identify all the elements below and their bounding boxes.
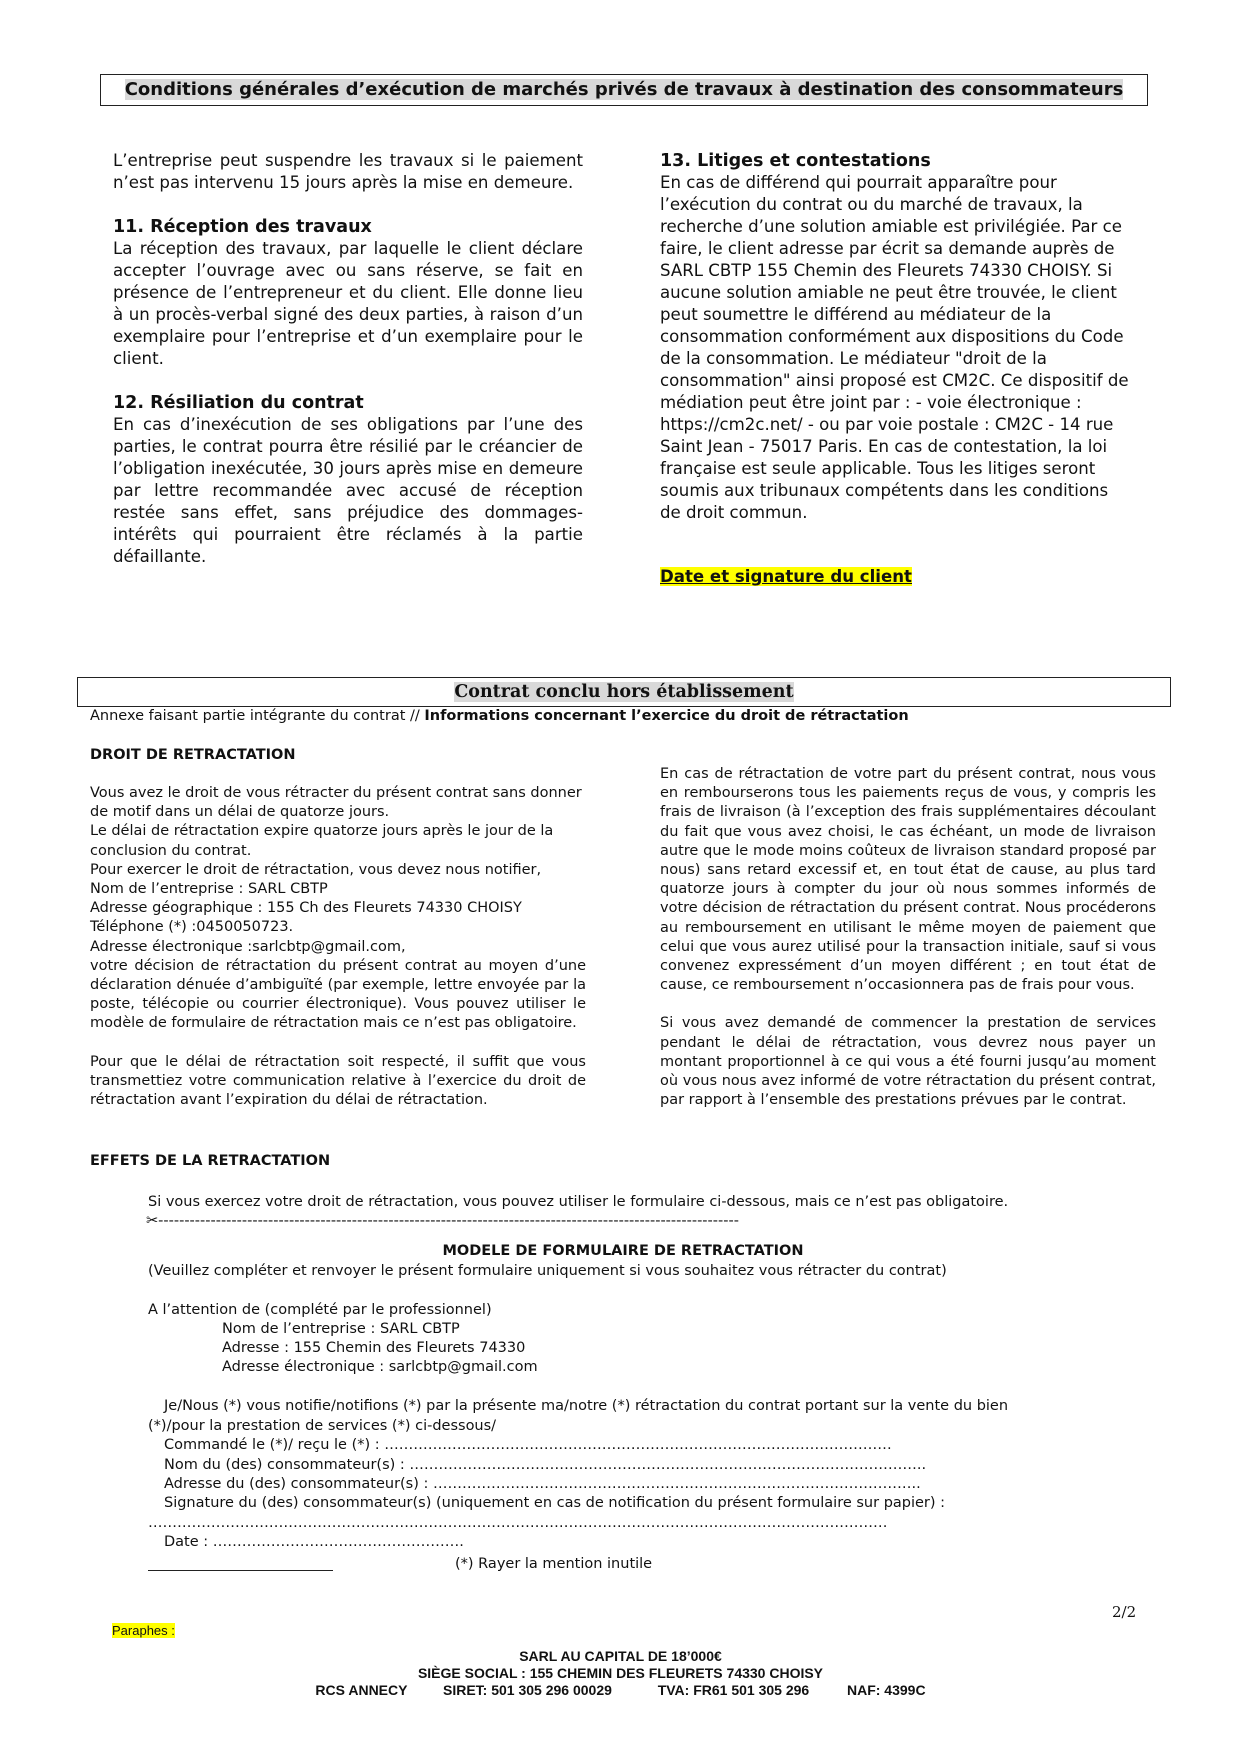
signature-label: Date et signature du client [660, 567, 912, 586]
section-11-title: Réception des travaux [150, 217, 372, 237]
effets-p1: En cas de rétractation de votre part du présent contrat, nous vous en rembourserons tous les paiements reçus de vous, y compris les frais de livraison (à l’exception des frais supplémentaires découlant du fait que vous avez choisi, le cas échéant, un mode de livraison autre que le mode moins coûteux de livraison standard proposé par nous) sans retard excessif et, en tout état de cause, au plus tard quatorze jours à compter du jour où nous sommes informés de votre décision de rétractation du présent contrat. Nous procéderons au remboursement en utilisant le même moyen de paiement que celui que vous aurez utilisé pour la transaction initiale, sauf si vous convenez expressément d’un moyen différent ; en tout état de cause, ce remboursement n’occasionnera pas de frais pour vous. [660, 766, 1156, 994]
cut-dashes: --------------------------------------------------------------------------------------------------------------- [158, 1213, 739, 1229]
cut-line [146, 1212, 1146, 1231]
droit-p1: Vous avez le droit de vous rétracter du présent contrat sans donner de motif dans un délai de quatorze jours. [90, 785, 582, 821]
droit-email: Adresse électronique :sarlcbtp@gmail.com, [90, 938, 406, 955]
form-adresse-consommateur[interactable]: Adresse du (des) consommateur(s) : ……………………………………………………………………………………….. [164, 1476, 921, 1492]
annexe-plain: Annexe faisant partie intégrante du contrat // [90, 708, 425, 724]
effets-heading: EFFETS DE LA RETRACTATION [90, 1153, 331, 1169]
form-title: MODELE DE FORMULAIRE DE RETRACTATION [442, 1243, 804, 1259]
page-number: 2/2 [1112, 1603, 1137, 1621]
contrat-left-column [90, 784, 586, 1110]
form-nom-consommateur[interactable]: Nom du (des) consommateur(s) : …………………………………………………………………………………………….. [164, 1457, 927, 1473]
section-11-heading [113, 216, 583, 238]
form-adresse: Adresse : 155 Chemin des Fleurets 74330 [222, 1340, 526, 1356]
contrat-right-column [660, 765, 1156, 1110]
droit-p4: votre décision de rétractation du présent contrat au moyen d’une déclaration dénuée d’ambiguïté (par exemple, lettre envoyée par la poste, télécopie ou courrier électronique). Vous pouvez utiliser le modèle de formulaire de rétractation mais ce n’est pas obligatoire. [90, 957, 586, 1032]
footer-naf: NAF: 4399C [846, 1682, 926, 1698]
section-13-heading [660, 150, 1130, 172]
droit-adresse: Adresse géographique : 155 Ch des Fleurets 74330 CHOISY [90, 900, 522, 917]
footer [0, 1648, 1241, 1699]
footer-tva: TVA: FR61 501 305 296 [657, 1682, 810, 1698]
form-signature-line[interactable]: ……………………………………………………………………………………………………………………………………… [148, 1515, 888, 1531]
form-attention: A l’attention de (complété par le professionnel) [148, 1302, 492, 1318]
footer-siege: SIÈGE SOCIAL : 155 CHEMIN DES FLEURETS 74330 CHOISY [417, 1665, 824, 1681]
effets-p2: Si vous avez demandé de commencer la prestation de services pendant le délai de rétractation, vous devrez nous payer un montant proportionnel à ce qui vous a été fourni jusqu’au moment où vous nous avez informé de votre rétractation du présent contrat, par rapport à l’ensemble des prestations prévues par le contrat. [660, 1015, 1156, 1109]
paraphes-text: Paraphes : [112, 1623, 175, 1638]
paraphes-label [112, 1623, 175, 1638]
form-rayer: (*) Rayer la mention inutile [455, 1556, 653, 1572]
form-notif-2: (*)/pour la prestation de services (*) ci-dessous/ [148, 1418, 497, 1434]
section-13-number: 13. [660, 151, 692, 171]
droit-p5: Pour que le délai de rétractation soit respecté, il suffit que vous transmettiez votre communication relative à l’exercice du droit de rétractation avant l’expiration du délai de rétractation. [90, 1053, 586, 1109]
section-12-title: Résiliation du contrat [150, 393, 364, 413]
footer-siret: SIRET: 501 305 296 00029 [443, 1682, 612, 1698]
footer-capital: SARL AU CAPITAL DE 18’000€ [519, 1648, 722, 1664]
form-email: Adresse électronique : sarlcbtp@gmail.com [222, 1359, 538, 1375]
droit-nom: Nom de l’entreprise : SARL CBTP [90, 881, 328, 898]
annexe-bold: Informations concernant l’exercice du droit de rétractation [424, 708, 909, 724]
intro-paragraph: L’entreprise peut suspendre les travaux si le paiement n’est pas intervenu 15 jours après la mise en demeure. [113, 151, 583, 192]
annexe-line [90, 707, 1170, 726]
section-11-number: 11. [113, 217, 145, 237]
form-commande[interactable]: Commandé le (*)/ reçu le (*) : …………………………………………………………………………………………… [164, 1437, 892, 1453]
form-notif-1: Je/Nous (*) vous notifie/notifions (*) par la présente ma/notre (*) rétractation du contrat portant sur la vente du bien [164, 1398, 1009, 1414]
section-12-number: 12. [113, 393, 145, 413]
document-title [100, 74, 1148, 106]
form-intro: Si vous exercez votre droit de rétractation, vous pouvez utiliser le formulaire ci-dessous, mais ce n’est pas obligatoire. [148, 1194, 1009, 1210]
contrat-title-text: Contrat conclu hors établissement [454, 682, 794, 702]
form-signature: Signature du (des) consommateur(s) (uniquement en cas de notification du présent formulaire sur papier) : [164, 1495, 946, 1511]
footer-rcs: RCS ANNECY [315, 1682, 408, 1698]
footer-ids [0, 1682, 1241, 1699]
section-11-body: La réception des travaux, par laquelle le client déclare accepter l’ouvrage avec ou sans réserve, se fait en présence de l’entrepreneur et du client. Elle donne lieu à un procès-verbal signé des deux parties, à raison d’un exemplaire pour l’entreprise et d’un exemplaire pour le client. [113, 239, 583, 368]
section-12-body: En cas d’inexécution de ses obligations par l’une des parties, le contrat pourra être résilié par le créancier de l’obligation inexécutée, 30 jours après mise en demeure par lettre recommandée avec accusé de réception restée sans effet, sans préjudice des dommages-intérêts qui pourraient être réclamés à la partie défaillante. [113, 415, 583, 566]
section-13-title: Litiges et contestations [697, 151, 931, 171]
droit-heading: DROIT DE RETRACTATION [90, 747, 296, 763]
droit-p3: Pour exercer le droit de rétractation, vous devez nous notifier, [90, 861, 542, 878]
right-column [660, 150, 1130, 524]
droit-p2: Le délai de rétractation expire quatorze jours après le jour de la conclusion du contrat. [90, 823, 554, 859]
signature-label-block [660, 566, 912, 588]
section-13-body: En cas de différend qui pourrait apparaître pour l’exécution du contrat ou du marché de travaux, la recherche d’une solution amiable est privilégiée. Par ce faire, le client adresse par écrit sa demande auprès de SARL CBTP 155 Chemin des Fleurets 74330 CHOISY. Si aucune solution amiable ne peut être trouvée, le client peut soumettre le différend au médiateur de la consommation conformément aux dispositions du Code de la consommation. Le médiateur "droit de la consommation" ainsi proposé est CM2C. Ce dispositif de médiation peut être joint par : - voie électronique : https://cm2c.net/ - ou par voie postale : CM2C - 14 rue Saint Jean - 75017 Paris. En cas de contestation, la loi française est seule applicable. Tous les litiges seront soumis aux tribunaux compétents dans les conditions de droit commun. [660, 173, 1129, 522]
droit-telephone: Téléphone (*) :0450050723. [90, 919, 294, 936]
form-nom: Nom de l’entreprise : SARL CBTP [222, 1321, 460, 1337]
left-column [113, 150, 583, 568]
contrat-title [77, 677, 1171, 707]
form-subtitle: (Veuillez compléter et renvoyer le présent formulaire uniquement si vous souhaitez vous rétracter du contrat) [148, 1263, 947, 1279]
form-date[interactable]: Date : ……………………………………………. [164, 1534, 464, 1550]
scissors-icon: ✂ [146, 1213, 159, 1229]
document-title-text: Conditions générales d’exécution de marchés privés de travaux à destination des consommateurs [124, 79, 1124, 100]
form-underline [148, 1570, 333, 1571]
section-12-heading [113, 392, 583, 414]
